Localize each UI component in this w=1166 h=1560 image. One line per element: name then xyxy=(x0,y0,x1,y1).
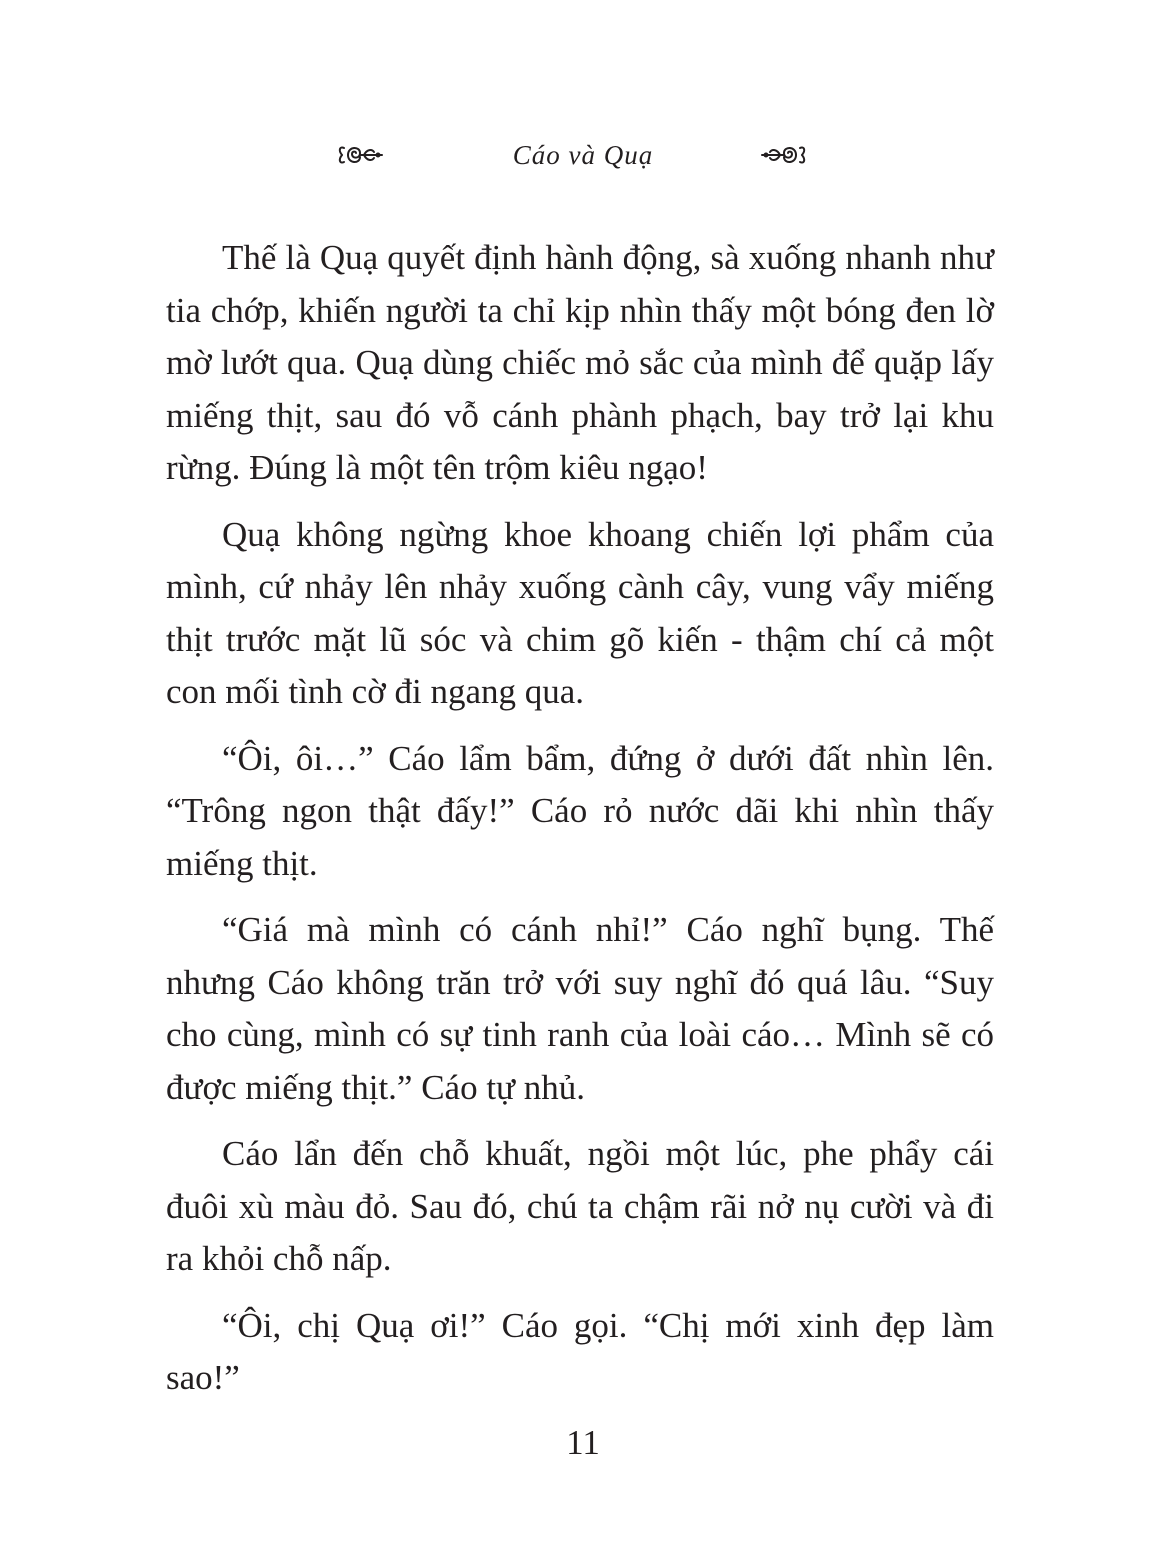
paragraph: Thế là Quạ quyết định hành động, sà xuống nhanh như tia chớp, khiến người ta chỉ kịp nhìn thấy một bóng đen lờ mờ lướt qua. Quạ dùng chiếc mỏ sắc của mình để quặp lấy miếng thịt, sau đó vỗ cánh phành phạch, bay trở lại khu rừng. Đúng là một tên trộm kiêu ngạo! xyxy=(166,238,994,487)
running-header xyxy=(0,132,1166,182)
story-body xyxy=(166,232,994,1419)
paragraph: Quạ không ngừng khoe khoang chiến lợi phẩm của mình, cứ nhảy lên nhảy xuống cành cây, vung vẩy miếng thịt trước mặt lũ sóc và chim gõ kiến - thậm chí cả một con mối tình cờ đi ngang qua. xyxy=(166,514,994,711)
floral-flourish-icon xyxy=(334,138,384,172)
paragraph: Cáo lẩn đến chỗ khuất, ngồi một lúc, phe phẩy cái đuôi xù màu đỏ. Sau đó, chú ta chậm rãi nở nụ cười và đi ra khỏi chỗ nấp. xyxy=(166,1134,994,1278)
paragraph: “Giá mà mình có cánh nhỉ!” Cáo nghĩ bụng. Thế nhưng Cáo không trăn trở với suy nghĩ đó quá lâu. “Suy cho cùng, mình có sự tinh ranh của loài cáo… Mình sẽ có được miếng thịt.” Cáo tự nhủ. xyxy=(166,910,994,1107)
paragraph: “Ôi, ôi…” Cáo lẩm bẩm, đứng ở dưới đất nhìn lên. “Trông ngon thật đấy!” Cáo rỏ nước dãi khi nhìn thấy miếng thịt. xyxy=(166,738,994,883)
floral-flourish-icon xyxy=(760,138,810,172)
paragraph: “Ôi, chị Quạ ơi!” Cáo gọi. “Chị mới xinh đẹp làm sao!” xyxy=(166,1305,994,1397)
running-header-title: Cáo và Quạ xyxy=(512,140,654,170)
page-number: 11 xyxy=(566,1423,600,1462)
